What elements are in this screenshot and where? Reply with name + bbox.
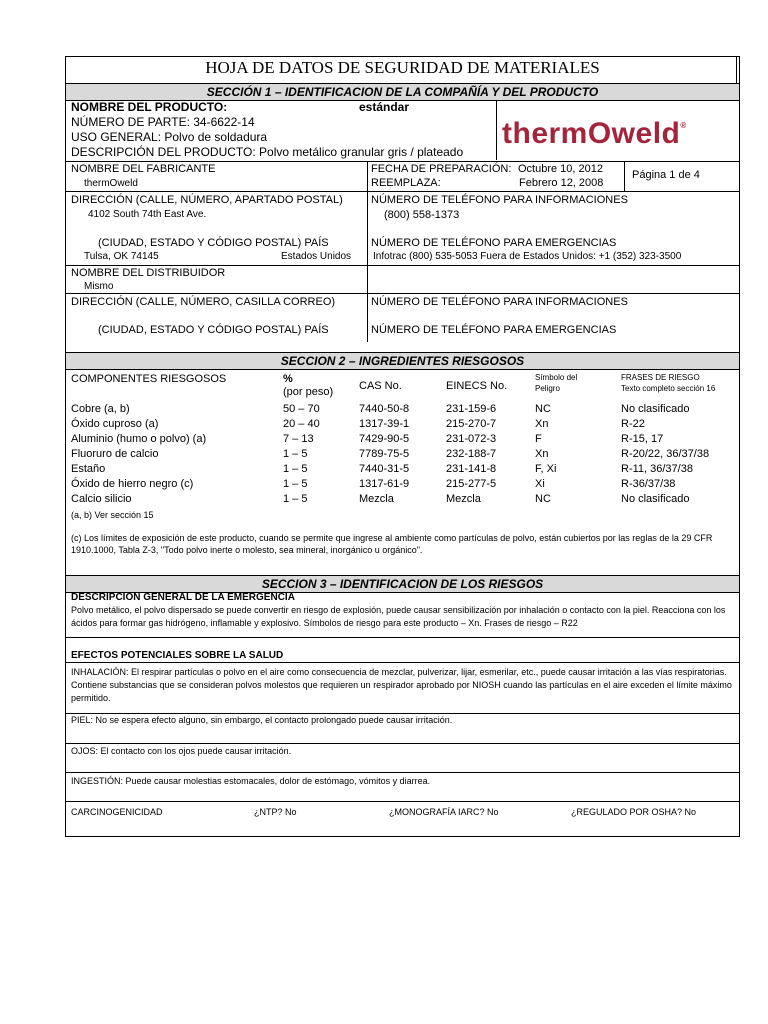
ingredient-cas: 7429-90-5	[359, 433, 410, 445]
ingredient-percent: 1 – 5	[283, 463, 308, 475]
page-divider	[624, 161, 625, 191]
col-header-phrases-sub: Texto completo sección 16	[621, 384, 716, 393]
ingredient-percent: 1 – 5	[283, 448, 308, 460]
col-header-components: COMPONENTES RIESGOSOS	[71, 373, 227, 385]
ingredient-cas: 7789-75-5	[359, 448, 410, 460]
divider	[66, 161, 739, 162]
col-header-percent: %	[283, 373, 293, 385]
col-header-einecs: EINECS No.	[446, 380, 508, 392]
ingredient-name: Óxido cuproso (a)	[71, 418, 159, 430]
col-header-symbol-sub: Peligro	[535, 384, 560, 393]
title-divider	[736, 57, 737, 83]
emergency-phone-value: Infotrac (800) 535-5053 Fuera de Estados Unidos: +1 (352) 323-3500	[373, 251, 682, 262]
ingredient-cas: 1317-39-1	[359, 418, 410, 430]
manufacturer-value: thermOweld	[84, 178, 138, 189]
emergency-title: DESCRIPCION GENERAL DE LA EMERGENCIA	[71, 592, 295, 603]
carcinogenicity-label: CARCINOGENICIDAD	[71, 807, 163, 817]
ingredient-percent: 1 – 5	[283, 493, 308, 505]
ingredient-symbol: Xi	[535, 478, 545, 490]
city-value: Tulsa, OK 74145	[84, 251, 159, 262]
info-phone-label: NÚMERO DE TELÉFONO PARA INFORMACIONES	[371, 194, 628, 206]
distributor-city-label: (CIUDAD, ESTADO Y CÓDIGO POSTAL) PAÍS	[98, 324, 329, 336]
ingredient-symbol: F	[535, 433, 542, 445]
prep-date-label: FECHA DE PREPARACIÓN:	[371, 163, 512, 175]
ingredient-phrases: No clasificado	[621, 493, 690, 505]
ingredient-einecs: 231-159-6	[446, 403, 497, 415]
ntp-status: ¿NTP? No	[254, 807, 297, 817]
ingredient-cas: Mezcla	[359, 493, 394, 505]
general-use: USO GENERAL: Polvo de soldadura	[71, 130, 268, 144]
ingredient-name: Fluoruro de calcio	[71, 448, 159, 460]
ingredient-phrases: No clasificado	[621, 403, 690, 415]
address-label: DIRECCIÓN (CALLE, NÚMERO, APARTADO POSTAL)	[71, 194, 343, 206]
ingredient-symbol: F, Xi	[535, 463, 557, 475]
ingredient-percent: 1 – 5	[283, 478, 308, 490]
note-ab: (a, b) Ver sección 15	[71, 510, 154, 520]
city-label: (CIUDAD, ESTADO Y CÓDIGO POSTAL) PAÍS	[98, 237, 329, 249]
product-name-value: estándar	[359, 100, 410, 114]
ingredient-einecs: 215-277-5	[446, 478, 497, 490]
distributor-address-label: DIRECCIÓN (CALLE, NÚMERO, CASILLA CORREO)	[71, 296, 336, 308]
replaces-label: REEMPLAZA:	[371, 177, 441, 189]
ingredient-name: Calcio silicio	[71, 493, 132, 505]
skin-text: PIEL: No se espera efecto alguno, sin embargo, el contacto prolongado puede causar irritación.	[71, 715, 453, 725]
part-number: NÚMERO DE PARTE: 34-6622-14	[71, 115, 255, 129]
note-c: (c) Los límites de exposición de este producto, cuando se permite que ingrese al ambiente como partículas de polvo, están cubiertos por las reglas de la 29 CFR 1910.1000, Tabla Z-3, "Todo polvo inerte o molesto, sea mineral, inorgánico u orgánico".	[71, 533, 713, 555]
divider	[66, 191, 739, 192]
divider	[66, 743, 739, 744]
inhalation-text: INHALACIÓN: El respirar partículas o polvo en el aire como consecuencia de mezclar, pulverizar, lijar, esmerilar, etc., puede causar irritación a las vías respiratorias. Contiene substancias que se consideran polvos molestos que requieren un respirador aprobado por NIOSH cuando las partículas en el aire exceden el límite máximo permitido.	[71, 667, 732, 703]
section2-heading: SECCION 2 – INGREDIENTES RIESGOSOS	[66, 352, 739, 370]
logo-divider	[496, 100, 497, 160]
page-number: Página 1 de 4	[632, 169, 700, 181]
distributor-label: NOMBRE DEL DISTRIBUIDOR	[71, 267, 226, 279]
ingredient-einecs: Mezcla	[446, 493, 481, 505]
ingredient-symbol: Xn	[535, 418, 549, 430]
ingredient-phrases: R-15, 17	[621, 433, 664, 445]
replaces-value: Febrero 12, 2008	[519, 177, 604, 189]
divider	[66, 293, 739, 294]
osha-status: ¿REGULADO POR OSHA? No	[571, 807, 697, 817]
divider	[66, 772, 739, 773]
ingredient-einecs: 215-270-7	[446, 418, 497, 430]
distributor-value: Mismo	[84, 281, 114, 292]
ingredient-cas: 7440-31-5	[359, 463, 410, 475]
country-value: Estados Unidos	[281, 251, 352, 262]
ingredient-cas: 7440-50-8	[359, 403, 410, 415]
section3-heading: SECCION 3 – IDENTIFICACION DE LOS RIESGOS	[66, 575, 739, 593]
thermoweld-logo: thermOweld®	[502, 117, 687, 150]
ingredient-phrases: R-11, 36/37/38	[621, 463, 693, 475]
ingredient-percent: 20 – 40	[283, 418, 320, 430]
address-value: 4102 South 74th East Ave.	[88, 209, 207, 220]
ingredient-name: Óxido de hierro negro (c)	[71, 478, 194, 490]
ingredient-einecs: 231-072-3	[446, 433, 497, 445]
ingredient-name: Aluminio (humo o polvo) (a)	[71, 433, 207, 445]
info-phone-value: (800) 558-1373	[384, 209, 460, 221]
ingredient-phrases: R-20/22, 36/37/38	[621, 448, 710, 460]
ingredient-symbol: NC	[535, 403, 551, 415]
manufacturer-label: NOMBRE DEL FABRICANTE	[71, 163, 216, 175]
divider	[66, 713, 739, 714]
col-header-phrases: FRASES DE RIESGO	[621, 373, 700, 382]
divider	[66, 637, 739, 638]
document-title: HOJA DE DATOS DE SEGURIDAD DE MATERIALES	[205, 58, 600, 77]
col-header-percent-sub: (por peso)	[283, 386, 334, 398]
ingredient-phrases: R-22	[621, 418, 645, 430]
health-effects-title: EFECTOS POTENCIALES SOBRE LA SALUD	[71, 650, 284, 661]
iarc-status: ¿MONOGRAFÍA IARC? No	[389, 807, 499, 817]
section1-heading: SECCIÓN 1 – IDENTIFICACION DE LA COMPAÑÍA Y DEL PRODUCTO	[66, 83, 739, 101]
msds-sheet	[65, 56, 740, 837]
ingredient-einecs: 231-141-8	[446, 463, 497, 475]
product-name-label: NOMBRE DEL PRODUCTO:	[71, 100, 228, 114]
ingredient-percent: 7 – 13	[283, 433, 314, 445]
ingredient-name: Cobre (a, b)	[71, 403, 130, 415]
ingredient-phrases: R-36/37/38	[621, 478, 676, 490]
distributor-info-phone-label: NÚMERO DE TELÉFONO PARA INFORMACIONES	[371, 296, 628, 308]
product-description: DESCRIPCIÓN DEL PRODUCTO: Polvo metálico granular gris / plateado	[71, 145, 464, 159]
ingredient-name: Estaño	[71, 463, 106, 475]
ingredient-symbol: NC	[535, 493, 551, 505]
eyes-text: OJOS: El contacto con los ojos puede causar irritación.	[71, 746, 292, 756]
ingredient-percent: 50 – 70	[283, 403, 320, 415]
ingestion-text: INGESTIÓN: Puede causar molestias estomacales, dolor de estómago, vómitos y diarrea.	[71, 776, 431, 786]
ingredient-einecs: 232-188-7	[446, 448, 497, 460]
divider	[66, 801, 739, 802]
column-divider	[367, 161, 368, 342]
col-header-cas: CAS No.	[359, 380, 402, 392]
emergency-text: Polvo metálico, el polvo dispersado se puede convertir en riesgo de explosión, puede causar sensibilización por inhalación o contacto con la piel. Reacciona con los ácidos para formar gas hidrógeno, inflamable y explosivo. Símbolos de riesgo para este producto – Xn. Frases de riesgo – R22	[71, 605, 726, 628]
col-header-symbol: Símbolo del	[535, 373, 578, 382]
distributor-emergency-phone-label: NÚMERO DE TELÉFONO PARA EMERGENCIAS	[371, 324, 617, 336]
emergency-phone-label: NÚMERO DE TELÉFONO PARA EMERGENCIAS	[371, 237, 617, 249]
ingredient-cas: 1317-61-9	[359, 478, 410, 490]
prep-date-value: Octubre 10, 2012	[518, 163, 604, 175]
divider	[66, 265, 739, 266]
divider	[66, 662, 739, 663]
ingredient-symbol: Xn	[535, 448, 549, 460]
